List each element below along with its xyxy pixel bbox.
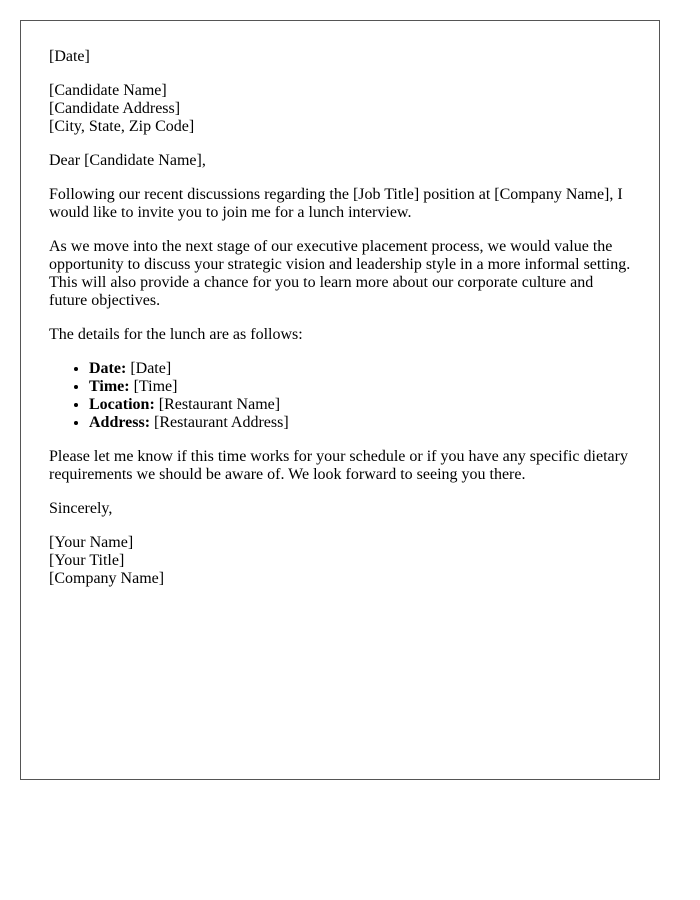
detail-label: Location: bbox=[89, 396, 155, 413]
closing-salutation: Sincerely, bbox=[49, 500, 113, 517]
detail-label: Time: bbox=[89, 378, 130, 395]
detail-label: Address: bbox=[89, 414, 151, 431]
signature-block bbox=[49, 534, 631, 588]
detail-value: [Restaurant Name] bbox=[158, 396, 281, 413]
letter-date bbox=[49, 48, 631, 66]
context-paragraph: As we move into the next stage of our executive placement process, we would value the opportunity to discuss your strategic vision and leadership style in a more informal setting. This will also provide a chance for you to learn more about our corporate culture and future objectives. bbox=[49, 238, 631, 309]
detail-item-location bbox=[89, 396, 631, 414]
date-text: [Date] bbox=[49, 48, 90, 65]
signature-title: [Your Title] bbox=[49, 552, 125, 569]
detail-item-address bbox=[89, 414, 631, 432]
signature-company: [Company Name] bbox=[49, 570, 165, 587]
lunch-details-list bbox=[49, 360, 631, 432]
detail-value: [Time] bbox=[133, 378, 178, 395]
recipient-address-block bbox=[49, 82, 631, 136]
letter-document bbox=[20, 20, 660, 780]
detail-value: [Restaurant Address] bbox=[154, 414, 289, 431]
signature-name: [Your Name] bbox=[49, 534, 134, 551]
detail-item-date bbox=[89, 360, 631, 378]
detail-item-time bbox=[89, 378, 631, 396]
closing-paragraph: Please let me know if this time works for your schedule or if you have any specific dietary requirements we should be aware of. We look forward to seeing you there. bbox=[49, 448, 628, 483]
intro-paragraph: Following our recent discussions regarding the [Job Title] position at [Company Name], I would like to invite you to join me for a lunch interview. bbox=[49, 186, 623, 221]
detail-value: [Date] bbox=[130, 360, 172, 377]
recipient-address: [Candidate Address] bbox=[49, 100, 181, 117]
recipient-city-line: [City, State, Zip Code] bbox=[49, 118, 195, 135]
salutation: Dear [Candidate Name], bbox=[49, 152, 206, 169]
recipient-name: [Candidate Name] bbox=[49, 82, 167, 99]
details-intro: The details for the lunch are as follows: bbox=[49, 326, 303, 343]
detail-label: Date: bbox=[89, 360, 127, 377]
